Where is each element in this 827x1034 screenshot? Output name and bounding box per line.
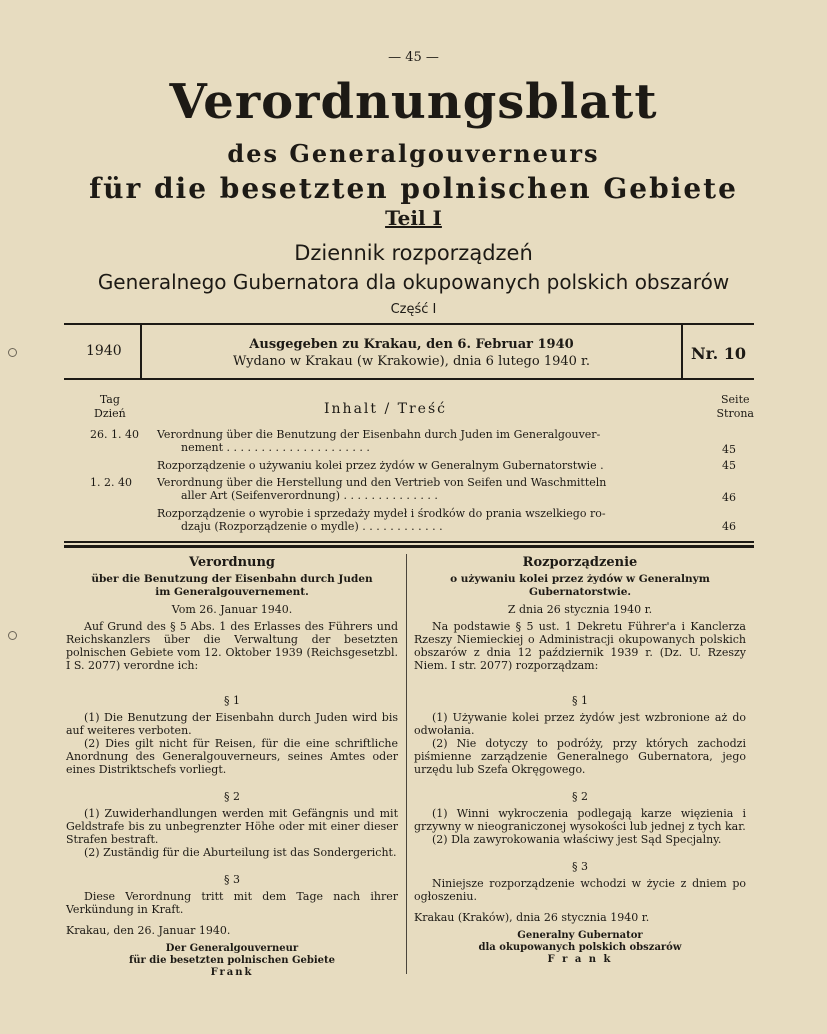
de-signature-name: Frank [210,967,254,978]
masthead-teil: Teil I [385,206,442,230]
de-paragraph: (1) Die Benutzung der Eisenbahn durch Juden wird bis auf weiteres verboten. [66,711,398,737]
column-divider [406,554,407,974]
pl-section-1: § 1 [572,694,588,707]
divider [64,541,754,543]
de-section-2: § 2 [224,790,240,803]
toc-entry-line: Verordnung über die Herstellung und den Vertrieb von Seifen und Waschmitteln [157,476,607,489]
pl-paragraph: (2) Nie dotyczy to podróży, przy których zachodzi piśmienne zarządzenie Generalnego Gubernatora, jego urzędu lub Szefa Okręgowego. [414,737,746,776]
toc-entry-page: 45 [722,459,736,472]
issue-date-pl: Wydano w Krakau (w Krakowie), dnia 6 lutego 1940 r. [233,354,590,369]
divider [64,545,754,548]
page-number: — 45 — [388,50,439,65]
pl-paragraph: (1) Używanie kolei przez żydów jest wzbronione aż do odwołania. [414,711,746,737]
de-paragraph: (2) Zuständig für die Aburteilung ist das Sondergericht. [84,846,397,859]
de-paragraph: Diese Verordnung tritt mit dem Tage nach ihrer Verkündung in Kraft. [66,890,398,916]
toc-header [64,393,754,423]
de-section-3: § 3 [224,873,240,886]
toc-entry-line: Rozporządzenie o wyrobie i sprzedaży mydeł i środków do prania wszelkiego ro- [157,507,606,520]
issue-number: Nr. 10 [681,325,754,378]
pl-section-2: § 2 [572,790,588,803]
pl-signature-name: F r a n k [547,954,613,965]
german-column [66,556,398,979]
de-date: Vom 26. Januar 1940. [171,603,293,616]
toc-page-label-de: Seite [721,393,750,406]
toc-day-label-pl: Dzień [94,406,126,420]
de-title: Verordnung [188,555,276,570]
pl-date: Z dnia 26 stycznia 1940 r. [507,603,653,616]
masthead-pl-line2: Generalnego Gubernatora dla okupowanych polskich obszarów [97,270,730,294]
pl-paragraph: (2) Dla zawyrokowania właściwy jest Sąd Specjalny. [432,833,722,846]
binder-hole [8,631,17,640]
binder-hole [8,348,17,357]
toc-entry-text [157,507,705,533]
toc-entry-line: dzaju (Rozporządzenie o mydle) . . . . . . . . . . . . [181,520,443,533]
pl-signature-title: Generalny Gubernator [517,930,643,941]
toc-entry-line: nement . . . . . . . . . . . . . . . . . . . . . [181,441,370,454]
de-preamble: Auf Grund des § 5 Abs. 1 des Erlasses des Führers und Reichskanzlers über die Verwaltung der besetzten polnischen Gebiete vom 12. Oktober 1939 (Reichsgesetzbl. I S. 2077) verordne ich: [66,620,398,672]
issue-box [64,323,754,380]
masthead-line3: für die besetzten polnischen Gebiete [89,172,738,205]
pl-subtitle-line: o używaniu kolei przez żydów w Generalnym [450,573,710,585]
de-subtitle [66,573,398,599]
toc-day-label-de: Tag [99,393,120,406]
toc-page-label [717,393,754,421]
pl-preamble: Na podstawie § 5 ust. 1 Dekretu Führer'a i Kanclerza Rzeszy Niemieckiej o Administracji okupowanych polskich obszarów z dnia 12 październik 1939 r. (Dz. U. Rzeszy Niem. I str. 2077) rozporządzam: [414,620,746,672]
de-signature-title: Der Generalgouverneur [165,943,299,954]
pl-signature-title: dla okupowanych polskich obszarów [478,942,682,953]
de-subtitle-line: im Generalgouvernement. [155,586,309,598]
masthead-pl-title: Dziennik rozporządzeń [294,241,533,265]
toc-entry-line: Rozporządzenie o używaniu kolei przez żydów w Generalnym Gubernatorstwie . [157,459,604,472]
toc-entry-text [157,476,705,502]
de-place-date: Krakau, den 26. Januar 1940. [66,924,231,937]
pl-section-3: § 3 [572,860,588,873]
issue-date-de: Ausgegeben zu Krakau, den 6. Februar 1940 [249,337,574,352]
pl-paragraph: (1) Winni wykroczenia podlegają karze więzienia i grzywny w nieograniczonej wysokości lub jednej z tych kar. [414,807,746,833]
toc-entry-page: 45 [722,443,736,456]
pl-subtitle-line: Gubernatorstwie. [528,586,632,598]
pl-paragraph: Niniejsze rozporządzenie wchodzi w życie z dniem po ogłoszeniu. [414,877,746,903]
polish-column [414,556,746,966]
toc-entry-line: Verordnung über die Benutzung der Eisenbahn durch Juden im Generalgouver- [157,428,601,441]
toc-entry-text [157,428,705,454]
pl-place-date: Krakau (Kraków), dnia 26 stycznia 1940 r. [414,911,650,924]
masthead-title: Verordnungsblatt [169,74,658,130]
issue-year: 1940 [64,325,142,378]
toc-entry-page: 46 [722,491,736,504]
toc-day-label [94,393,126,421]
toc-entry-date: 26. 1. 40 [90,428,139,441]
masthead-line2: des Generalgouverneurs [227,139,600,168]
toc-heading: Inhalt / Treść [324,401,447,417]
pl-title: Rozporządzenie [522,555,638,570]
toc-entry-date: 1. 2. 40 [90,476,132,489]
toc-entry-text [157,459,705,472]
de-paragraph: (1) Zuwiderhandlungen werden mit Gefängnis und mit Geldstrafe bis zu unbegrenzter Höhe oder mit einer dieser Strafen bestraft. [66,807,398,846]
toc-entry-line: aller Art (Seifenverordnung) . . . . . . . . . . . . . . [181,489,438,502]
toc-page-label-pl: Strona [716,406,754,420]
issue-dates [144,325,679,378]
de-section-1: § 1 [224,694,240,707]
de-signature-title: für die besetzten polnischen Gebiete [128,955,335,966]
toc-entry-page: 46 [722,520,736,533]
de-subtitle-line: über die Benutzung der Eisenbahn durch Juden [91,573,373,585]
pl-subtitle [414,573,746,599]
masthead-pl-teil: Część I [390,302,437,317]
de-paragraph: (2) Dies gilt nicht für Reisen, für die eine schriftliche Anordnung des Generalgouverneurs, seines Amtes oder eines Distriktschefs vorliegt. [66,737,398,776]
